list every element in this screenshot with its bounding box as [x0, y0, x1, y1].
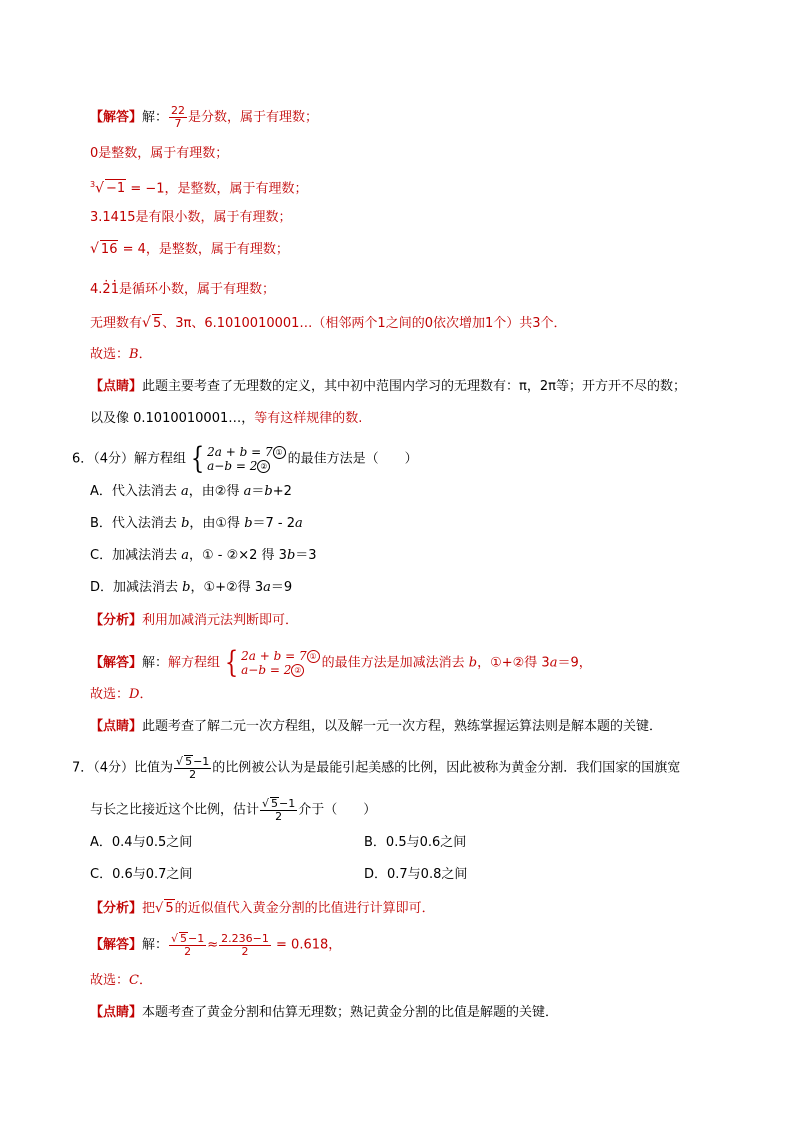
q7-stem-line2: 与长之比接近这个比例，估计 $\frac{√ 5-1}{2}$ 介于（ ）: [90, 797, 377, 823]
q6-option-d: D．加减法消去 b，①+②得 3a＝9: [90, 580, 293, 595]
fraction-22-7: $\frac{22}{7}$: [171, 104, 186, 130]
comment-tag: 【点睛】: [90, 719, 143, 734]
q6-option-c: C．加减法消去 a，① - ②×2 得 3b＝3: [90, 548, 317, 563]
q6-answer: 【解答】解：解方程组 { 2a + b = 7 ① a−b = 2 ② 的最佳方法是加减法消去 b，①+②得 3a＝9，: [90, 645, 592, 680]
q6-analysis: 【分析】利用加减消元法判断即可．: [90, 613, 299, 628]
q7-option-d: D．0.7与0.8之间: [364, 867, 468, 882]
q7-option-c: C．0.6与0.7之间: [90, 867, 193, 882]
golden-ratio-fraction: $\frac{√ 5-1}{2}$: [171, 932, 205, 958]
comment-tag: 【点睛】: [90, 1005, 143, 1020]
q5-answer-line4: 3.1415是有限小数，属于有理数；: [90, 210, 292, 225]
q5-choose-line: 故选：B．: [90, 347, 152, 362]
q6-option-a: A．代入法消去 a，由②得 a＝b+2: [90, 484, 292, 499]
q5-comment-line2: 以及像 0.1010010001…，等有这样规律的数.: [90, 411, 363, 426]
q6-stem: 6．（4分）解方程组 { 2a + b = 7 ① a−b = 2 ② 的最佳方法是（ ）: [72, 441, 418, 476]
analysis-tag: 【分析】: [90, 613, 143, 628]
approx-fraction: $\frac{2.236-1}{2}$: [221, 931, 269, 958]
q7-option-b: B．0.5与0.6之间: [364, 835, 467, 850]
equation-system: { 2a + b = 7 ① a−b = 2 ②: [222, 648, 320, 678]
answer-tag: 【解答】: [90, 937, 143, 953]
answer-tag: 【解答】: [90, 655, 143, 671]
analysis-tag: 【分析】: [90, 901, 143, 916]
answer-tag: 【解答】: [90, 110, 143, 125]
golden-ratio-fraction: $\frac{√ 5-1}{2}$: [176, 755, 210, 781]
q5-answer-line5: √ 16 = 4，是整数，属于有理数；: [90, 241, 289, 257]
q6-option-b: B．代入法消去 b，由①得 b＝7 - 2a: [90, 516, 303, 531]
q6-comment: 【点睛】此题考查了解二元一次方程组，以及解一元一次方程，熟练掌握运算法则是解本题的关键．: [90, 719, 663, 734]
q5-answer-line1: 【解答】解： $\frac{22}{7}$ 是分数，属于有理数；: [90, 104, 319, 130]
q6-choose-line: 故选：D．: [90, 687, 153, 702]
q5-answer-line7: 无理数有√ 5、3π、6.1010010001…（相邻两个1之间的0依次增加1个）共3个．: [90, 315, 567, 331]
q7-option-a: A．0.4与0.5之间: [90, 835, 193, 850]
q7-choose-line: 故选：C．: [90, 973, 152, 988]
q7-stem-line1: 7．（4分）比值为 $\frac{√ 5-1}{2}$ 的比例被公认为是最能引起美感的比例，因此被称为黄金分割．我们国家的国旗宽: [72, 755, 681, 781]
q7-comment: 【点睛】本题考查了黄金分割和估算无理数；熟记黄金分割的比值是解题的关键．: [90, 1005, 559, 1020]
comment-tag: 【点睛】: [90, 379, 143, 394]
equation-system: { 2a + b = 7 ① a−b = 2 ②: [188, 444, 286, 474]
q5-comment-line1: 【点睛】此题主要考查了无理数的定义，其中初中范围内学习的无理数有：π，2π等；开方开不尽的数；: [90, 379, 686, 394]
q5-answer-line2: 0是整数，属于有理数；: [90, 146, 229, 161]
golden-ratio-fraction: $\frac{√ 5-1}{2}$: [262, 797, 296, 823]
q5-answer-line3: $^3$√ −1 = −1，是整数，属于有理数；: [90, 180, 308, 197]
q7-analysis: 【分析】把√ 5的近似值代入黄金分割的比值进行计算即可．: [90, 901, 435, 916]
q7-answer: 【解答】解： $\frac{√ 5-1}{2}$ ≈ $\frac{2.236-1}{2}$ = 0.618，: [90, 931, 342, 958]
q5-answer-line6: 4.· 2· 1是循环小数，属于有理数；: [90, 281, 275, 299]
